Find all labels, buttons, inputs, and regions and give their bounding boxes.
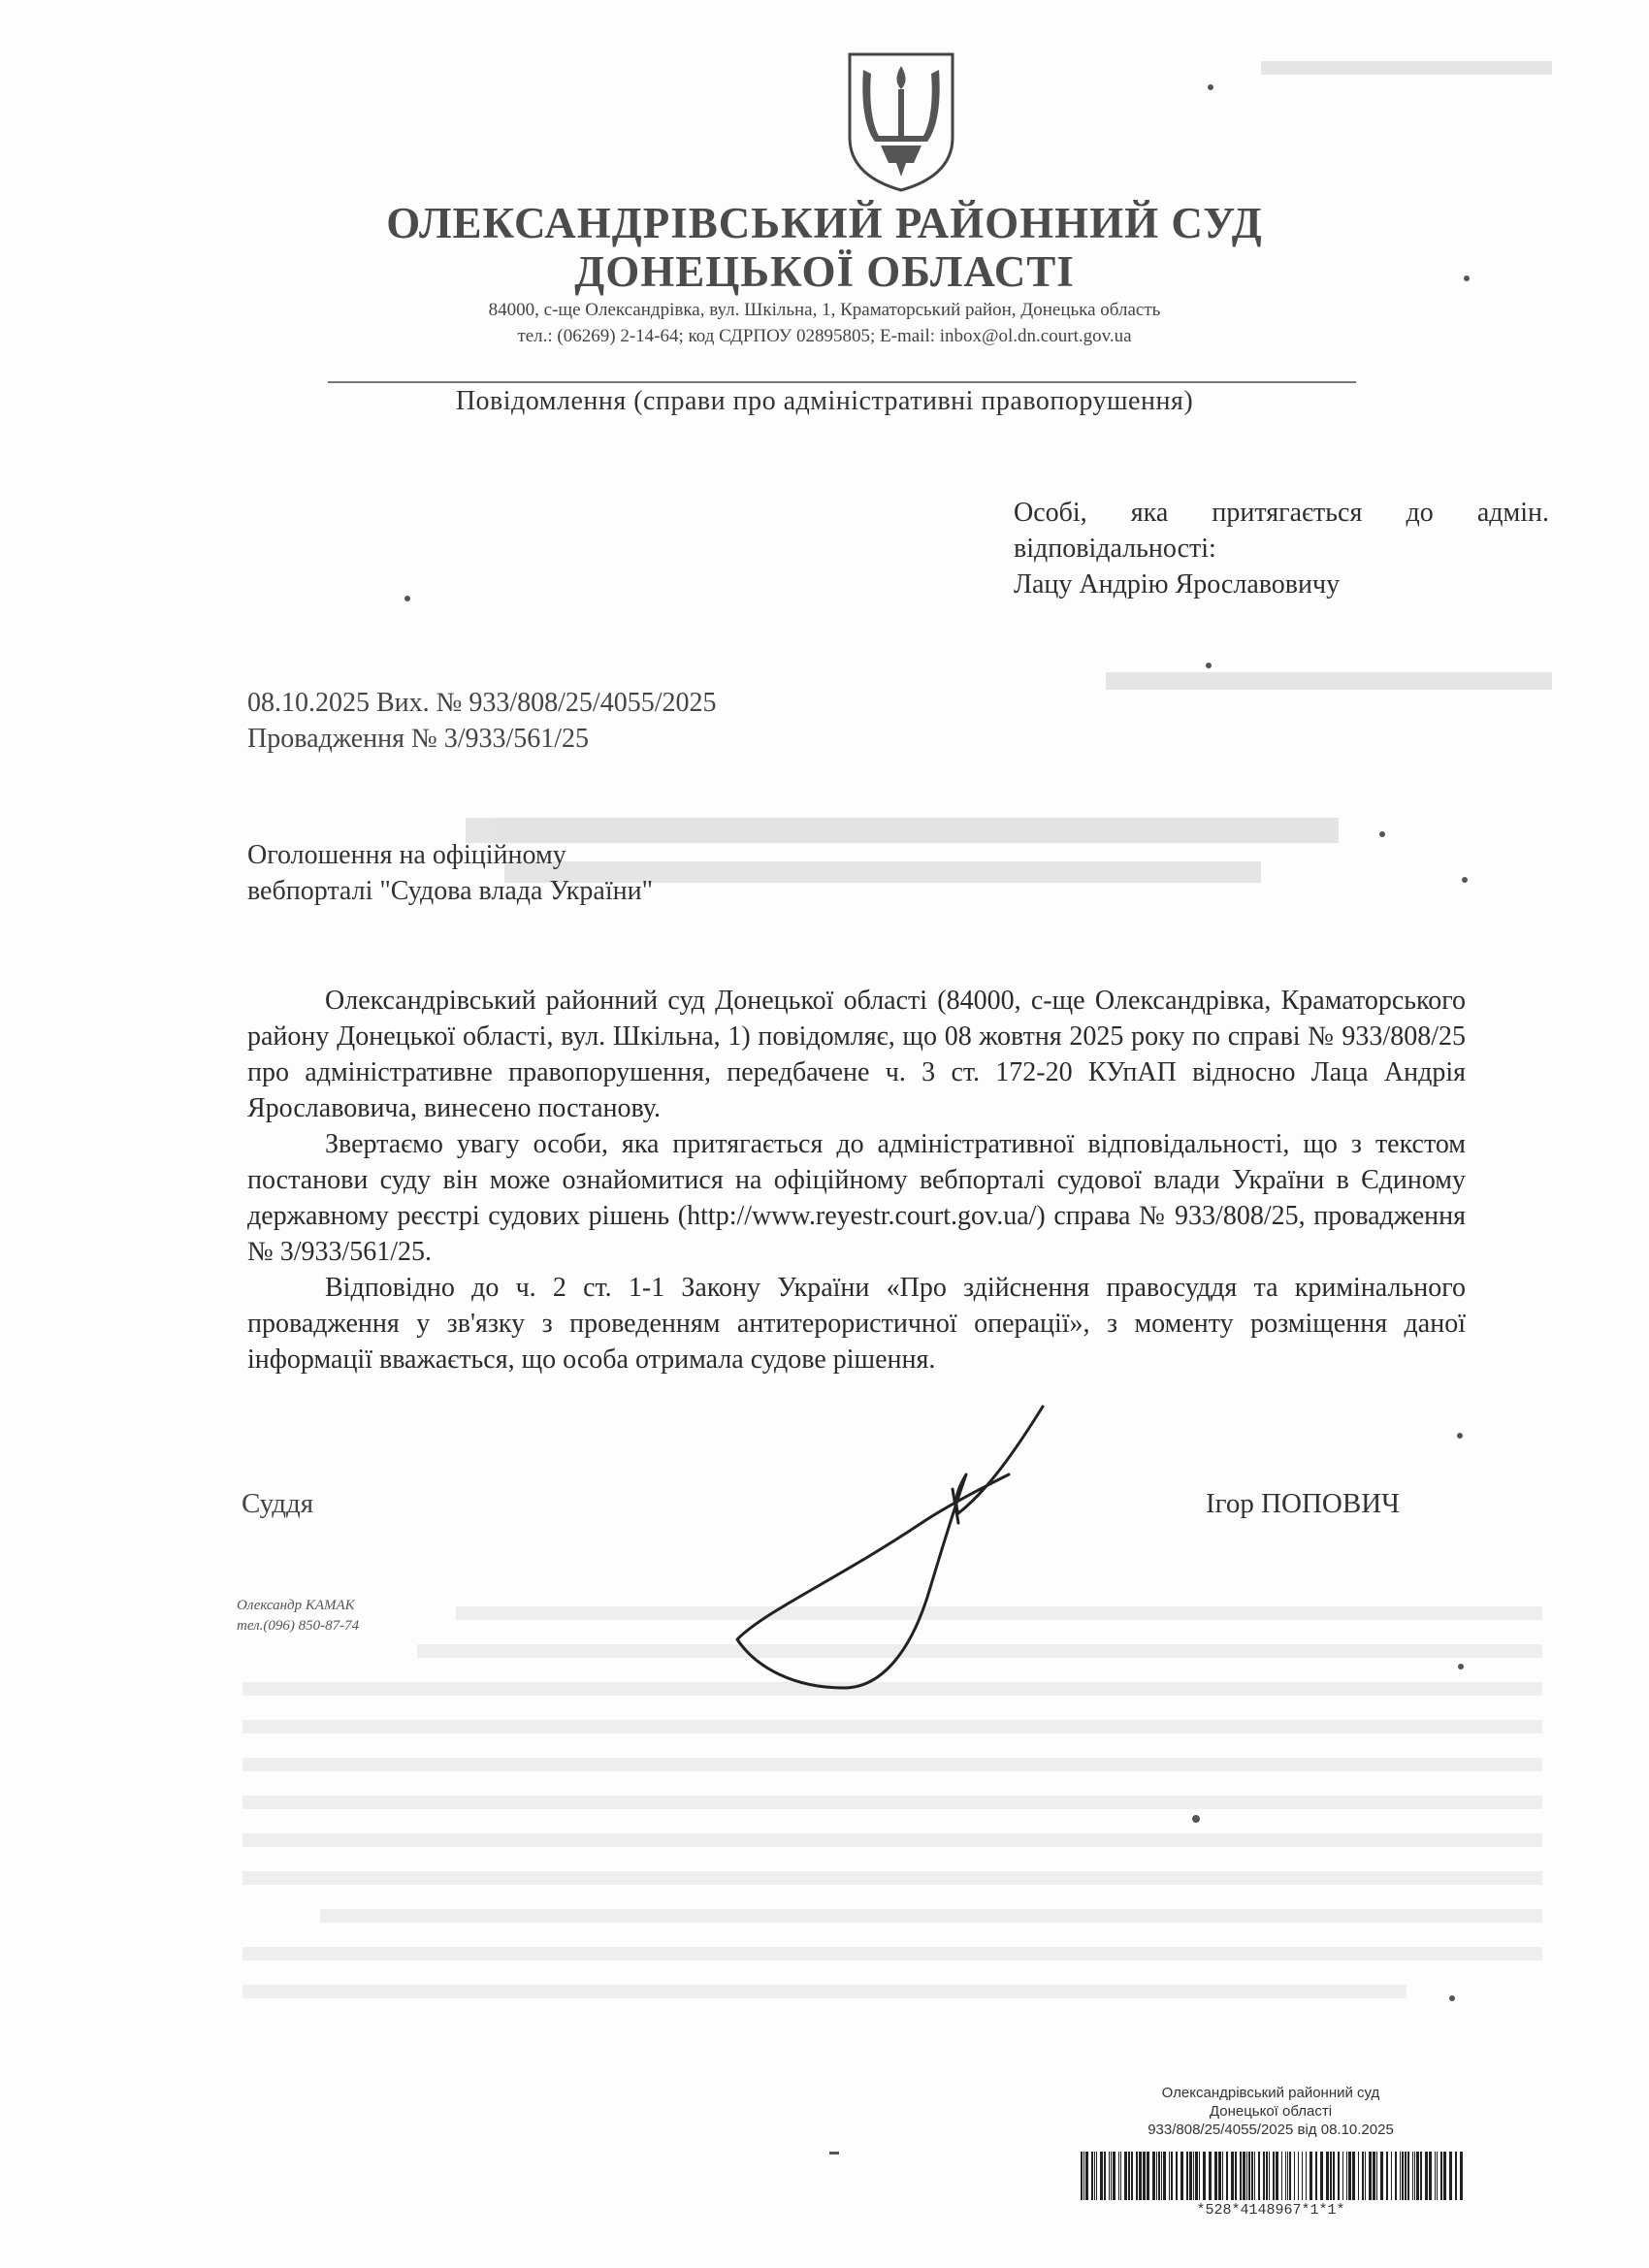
barcode-bar bbox=[1169, 2152, 1170, 2200]
barcode-bar bbox=[1391, 2152, 1392, 2200]
barcode-bar bbox=[1376, 2152, 1377, 2200]
court-address: 84000, с-ще Олександрівка, вул. Шкільна, 1, Краматорський район, Донецька область bbox=[488, 300, 1161, 320]
barcode-bar bbox=[1362, 2152, 1364, 2200]
barcode-bar bbox=[1405, 2152, 1406, 2200]
barcode-bar bbox=[1310, 2152, 1312, 2200]
court-name-line1: ОЛЕКСАНДРІВСЬКИЙ РАЙОННИЙ СУД bbox=[386, 199, 1263, 247]
barcode-bar bbox=[1273, 2152, 1275, 2200]
barcode-bar bbox=[1402, 2152, 1404, 2200]
barcode-bar bbox=[1158, 2152, 1160, 2200]
handwritten-signature bbox=[698, 1397, 1106, 1707]
barcode-bar bbox=[1147, 2152, 1149, 2200]
barcode-bar bbox=[1420, 2152, 1422, 2200]
barcode-bar bbox=[1152, 2152, 1155, 2200]
barcode-bar bbox=[1186, 2152, 1188, 2200]
barcode-bar bbox=[1104, 2152, 1106, 2200]
barcode-bar bbox=[1143, 2152, 1146, 2200]
barcode-bar bbox=[1189, 2152, 1192, 2200]
barcode-bar bbox=[1120, 2152, 1121, 2200]
barcode-bar bbox=[1348, 2152, 1351, 2200]
outgoing-number: 08.10.2025 Вих. № 933/808/25/4055/2025 bbox=[247, 688, 717, 718]
barcode-bar bbox=[1209, 2152, 1212, 2200]
barcode-bar bbox=[1294, 2152, 1295, 2200]
barcode-bar bbox=[1400, 2152, 1401, 2200]
barcode-bar bbox=[1096, 2152, 1097, 2200]
barcode-bar bbox=[1285, 2152, 1286, 2200]
barcode-bar bbox=[1289, 2152, 1291, 2200]
barcode-bar bbox=[1111, 2152, 1112, 2200]
notice-body bbox=[247, 983, 1466, 1377]
announcement-line2: вебпорталі "Судова влада України" bbox=[247, 876, 654, 906]
barcode-bar bbox=[1085, 2152, 1088, 2200]
barcode-bar bbox=[1320, 2152, 1323, 2200]
recipient-line1: Особі, яка притягається до адмін. bbox=[1014, 498, 1549, 528]
barcode bbox=[1077, 2152, 1465, 2200]
barcode-bar bbox=[1251, 2152, 1253, 2200]
barcode-bar bbox=[1365, 2152, 1366, 2200]
barcode-bar bbox=[1254, 2152, 1255, 2200]
barcode-bar bbox=[1109, 2152, 1110, 2200]
barcode-bar bbox=[1161, 2152, 1162, 2200]
barcode-bar bbox=[1425, 2152, 1428, 2200]
barcode-bar bbox=[1455, 2152, 1457, 2200]
barcode-bar bbox=[1306, 2152, 1307, 2200]
barcode-bar bbox=[1440, 2152, 1442, 2200]
barcode-bar bbox=[1437, 2152, 1438, 2200]
barcode-bar bbox=[1287, 2152, 1288, 2200]
barcode-bar bbox=[1358, 2152, 1359, 2200]
proceeding-number: Провадження № 3/933/561/25 bbox=[247, 724, 590, 754]
barcode-bar bbox=[1373, 2152, 1375, 2200]
barcode-bar bbox=[1180, 2152, 1183, 2200]
barcode-bar bbox=[1248, 2152, 1250, 2200]
barcode-bar bbox=[1369, 2152, 1372, 2200]
barcode-bar bbox=[1100, 2152, 1103, 2200]
barcode-bar bbox=[1199, 2152, 1200, 2200]
court-name-line2: ДОНЕЦЬКОЇ ОБЛАСТІ bbox=[574, 247, 1075, 296]
barcode-bar bbox=[1352, 2152, 1355, 2200]
barcode-bar bbox=[1128, 2152, 1130, 2200]
barcode-bar bbox=[1386, 2152, 1388, 2200]
barcode-bar bbox=[1266, 2152, 1268, 2200]
barcode-bar bbox=[1156, 2152, 1157, 2200]
reference-block bbox=[247, 685, 717, 757]
barcode-bar bbox=[1113, 2152, 1116, 2200]
barcode-bar bbox=[1412, 2152, 1413, 2200]
barcode-bar bbox=[1218, 2152, 1221, 2200]
barcode-bar bbox=[1263, 2152, 1265, 2200]
barcode-bar bbox=[1449, 2152, 1452, 2200]
barcode-bar bbox=[1407, 2152, 1409, 2200]
barcode-bar bbox=[1429, 2152, 1432, 2200]
barcode-bar bbox=[1163, 2152, 1166, 2200]
barcode-bar bbox=[1203, 2152, 1206, 2200]
barcode-bar bbox=[1380, 2152, 1383, 2200]
barcode-bar bbox=[1326, 2152, 1329, 2200]
header-divider bbox=[328, 381, 1356, 383]
barcode-bar bbox=[1395, 2152, 1397, 2200]
barcode-bar bbox=[1176, 2152, 1178, 2200]
stamp-line1: Олександрівський районний суд bbox=[1161, 2085, 1380, 2101]
barcode-bar bbox=[1302, 2152, 1303, 2200]
barcode-bar bbox=[1091, 2152, 1093, 2200]
recipient-line2: відповідальності: bbox=[1014, 534, 1216, 564]
stamp-line3: 933/808/25/4055/2025 від 08.10.2025 bbox=[1148, 2122, 1394, 2138]
barcode-bar bbox=[1083, 2152, 1084, 2200]
barcode-bar bbox=[1333, 2152, 1335, 2200]
barcode-bar bbox=[1414, 2152, 1415, 2200]
court-contacts: тел.: (06269) 2-14-64; код СДРПОУ 02895805; E-mail: inbox@ol.dn.court.gov.ua bbox=[517, 326, 1132, 346]
barcode-number: *528*4148967*1*1* bbox=[1196, 2202, 1345, 2219]
barcode-bar bbox=[1193, 2152, 1194, 2200]
barcode-bar bbox=[1298, 2152, 1299, 2200]
judge-label: Суддя bbox=[242, 1488, 314, 1519]
barcode-bar bbox=[1258, 2152, 1260, 2200]
barcode-bar bbox=[1346, 2152, 1347, 2200]
trident-emblem-icon bbox=[842, 49, 960, 194]
judge-name: Ігор ПОПОВИЧ bbox=[1206, 1488, 1400, 1519]
barcode-bar bbox=[1342, 2152, 1343, 2200]
announcement-line1: Оголошення на офіційному bbox=[247, 840, 566, 870]
barcode-bar bbox=[1240, 2152, 1242, 2200]
barcode-bar bbox=[1124, 2152, 1127, 2200]
executor-block bbox=[237, 1596, 359, 1636]
barcode-bar bbox=[1081, 2152, 1083, 2200]
barcode-bar bbox=[1315, 2152, 1317, 2200]
announcement-heading bbox=[247, 837, 653, 909]
executor-phone: тел.(096) 850-87-74 bbox=[237, 1618, 360, 1634]
barcode-bar bbox=[1435, 2152, 1436, 2200]
body-paragraph-3: Відповідно до ч. 2 ст. 1-1 Закону України «Про здійснення правосуддя та кримінального провадження у зв'язку з проведенням антитерористичної операції», з моменту розміщення даної інформації вважається, що особа отримала судове рішення. bbox=[247, 1273, 1466, 1375]
barcode-bar bbox=[1276, 2152, 1278, 2200]
barcode-bar bbox=[1338, 2152, 1340, 2200]
registration-stamp bbox=[1067, 2084, 1474, 2139]
body-paragraph-1: Олександрівський районний суд Донецької області (84000, с-ще Олександрівка, Краматорського району Донецької області, вул. Шкільна, 1) повідомляє, що 08 жовтня 2025 року по справі № 933/808/25 про адміністративне правопорушення, передбачене ч. 3 ст. 172-20 КУпАП відносно Лаца Андрія Ярославовича, винесено постанову. bbox=[247, 986, 1466, 1123]
barcode-bar bbox=[1416, 2152, 1419, 2200]
stamp-line2: Донецької області bbox=[1209, 2103, 1333, 2120]
barcode-bar bbox=[1226, 2152, 1228, 2200]
barcode-bar bbox=[1460, 2152, 1463, 2200]
barcode-bar bbox=[1094, 2152, 1095, 2200]
barcode-bar bbox=[1330, 2152, 1332, 2200]
barcode-bar bbox=[1269, 2152, 1270, 2200]
recipient-name: Лацу Андрію Ярославовичу bbox=[1014, 569, 1341, 599]
barcode-bar bbox=[1243, 2152, 1245, 2200]
recipient-block bbox=[1014, 495, 1549, 602]
barcode-bar bbox=[1281, 2152, 1282, 2200]
barcode-bar bbox=[1131, 2152, 1133, 2200]
body-paragraph-2: Звертаємо увагу особи, яка притягається до адміністративної відповідальності, що з текстом постанови суду він може ознайомитися на офіційному вебпорталі судової влади України в Єдиному державному реєстрі судових рішень (http://www.reyestr.court.gov.ua/) справа № 933/808/25, провадження № 3/933/561/25. bbox=[247, 1129, 1466, 1267]
barcode-bar bbox=[1139, 2152, 1142, 2200]
barcode-bar bbox=[1443, 2152, 1446, 2200]
barcode-bar bbox=[1118, 2152, 1119, 2200]
barcode-bar bbox=[1246, 2152, 1247, 2200]
barcode-bar bbox=[1171, 2152, 1173, 2200]
executor-name: Олександр КАМАК bbox=[237, 1598, 355, 1613]
barcode-bar bbox=[1231, 2152, 1234, 2200]
barcode-bar bbox=[1235, 2152, 1237, 2200]
barcode-bar bbox=[1195, 2152, 1198, 2200]
barcode-bar bbox=[1222, 2152, 1223, 2200]
barcode-bar bbox=[1214, 2152, 1217, 2200]
barcode-bar bbox=[1136, 2152, 1138, 2200]
document-title: Повідомлення (справи про адміністративні правопорушення) bbox=[455, 386, 1194, 416]
